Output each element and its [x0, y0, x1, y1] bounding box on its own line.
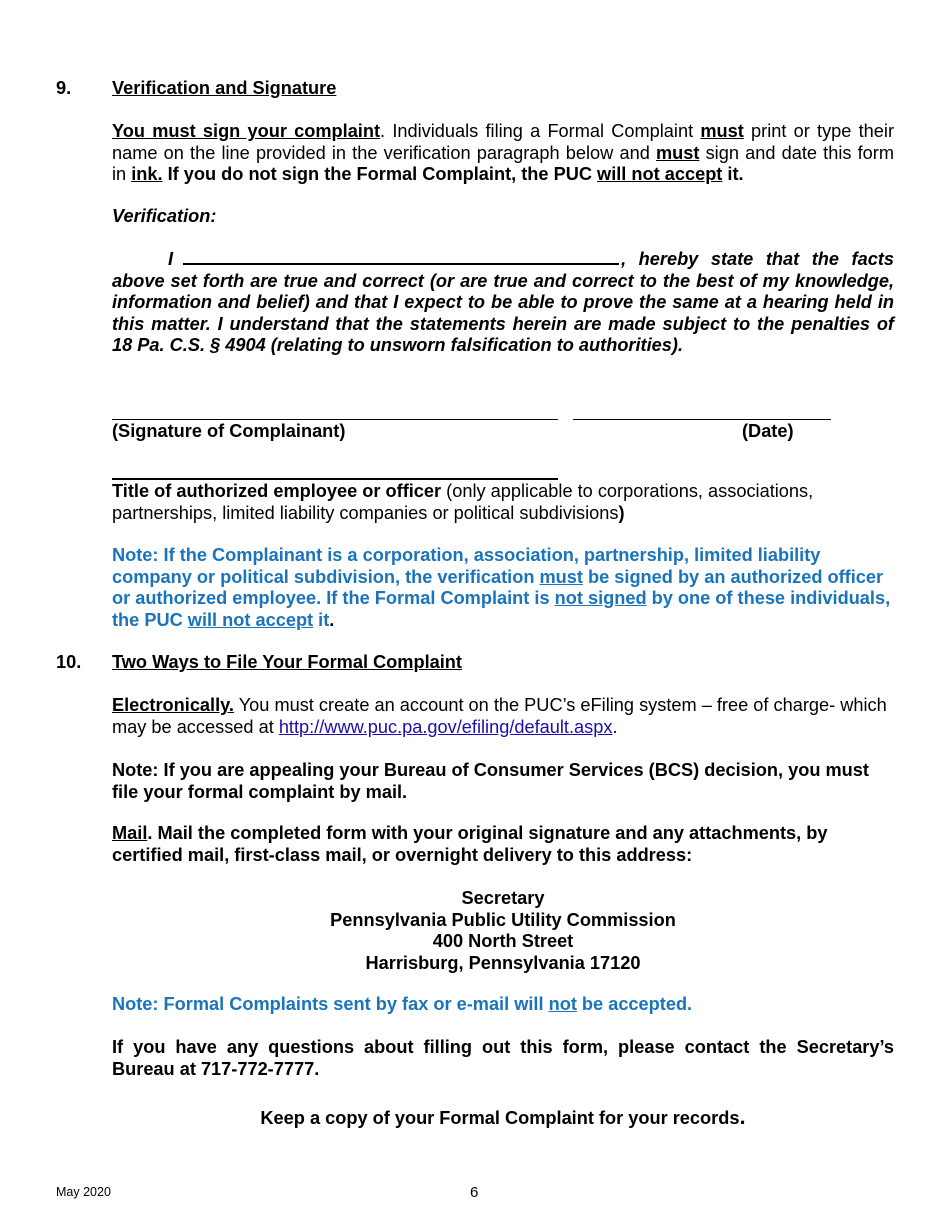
signature-label: (Signature of Complainant): [112, 421, 346, 441]
address-line-2: Pennsylvania Public Utility Commission: [330, 910, 676, 930]
section-10-number: 10.: [56, 652, 82, 672]
verification-statement: I , hereby state that the facts above set forth are true and correct (or are true and correct to the best of my knowledge, information and belief) and that I expect to be able to prove the same at a hearing held in this matter. I understand that the statements herein are made subject to the penalties of 18 Pa. C.S. § 4904 (relating to unsworn falsification to authorities).: [112, 249, 894, 356]
section-10-heading: Two Ways to File Your Formal Complaint: [112, 652, 462, 672]
sign-instructions: You must sign your complaint. Individuals filing a Formal Complaint must print or type their name on the line provided in the verification paragraph below and must sign and date this form in ink. If you do not sign the Formal Complaint, the PUC will not accept it.: [112, 121, 895, 185]
keep-copy-reminder: Keep a copy of your Formal Complaint for your records.: [260, 1104, 746, 1129]
address-line-3: 400 North Street: [432, 931, 574, 951]
corporate-note: Note: If the Complainant is a corporation, association, partnership, limited liability company or political subdivision, the verification must be signed by an authorized officer or authorized employee. If the Formal Complaint is not signed by one of these individuals, the PUC will not accept it.: [112, 545, 891, 630]
bcs-note: Note: If you are appealing your Bureau of Consumer Services (BCS) decision, you must file your formal complaint by mail.: [112, 760, 869, 802]
title-instructions: Title of authorized employee or officer (only applicable to corporations, associations, partnerships, limited liability companies or political subdivisions): [112, 481, 814, 523]
address-line-1: Secretary: [461, 888, 545, 908]
footer-date: May 2020: [56, 1185, 111, 1199]
mail-filing: Mail. Mail the completed form with your original signature and any attachments, by certified mail, first-class mail, or overnight delivery to this address:: [112, 823, 828, 865]
address-line-4: Harrisburg, Pennsylvania 17120: [365, 953, 641, 973]
date-line[interactable]: [573, 419, 831, 420]
page-number: 6: [470, 1184, 479, 1201]
date-label: (Date): [742, 421, 794, 441]
section-9-heading: Verification and Signature: [112, 78, 337, 98]
questions-contact: If you have any questions about filling out this form, please contact the Secretary’s Bureau at 717-772-7777.: [112, 1037, 894, 1079]
verification-label: Verification:: [112, 206, 217, 226]
electronic-filing: Electronically. You must create an account on the PUC’s eFiling system – free of charge- which may be accessed at http://www.puc.pa.gov/efiling/default.aspx.: [112, 695, 887, 737]
section-9-number: 9.: [56, 78, 72, 98]
name-entry-line[interactable]: [183, 249, 619, 265]
fax-note: Note: Formal Complaints sent by fax or e-mail will not be accepted.: [112, 994, 693, 1014]
sign-requirement: You must sign your complaint: [112, 121, 381, 141]
title-line[interactable]: [112, 478, 558, 480]
efiling-link[interactable]: http://www.puc.pa.gov/efiling/default.aspx: [278, 716, 613, 737]
signature-line[interactable]: [112, 419, 558, 420]
